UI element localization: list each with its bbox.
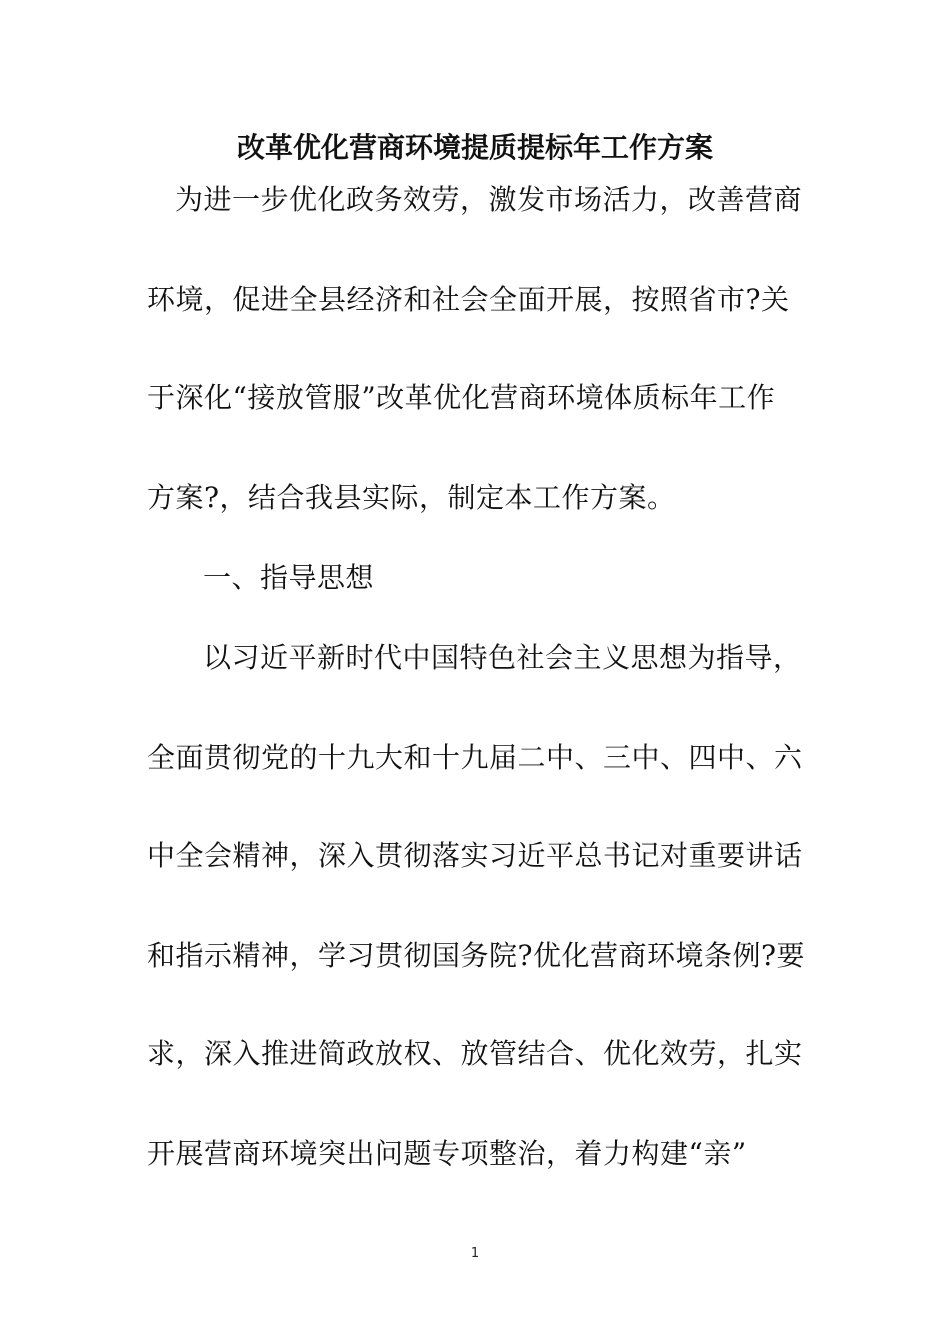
paragraph-line: 于深化“接放管服”改革优化营商环境体质标年工作 [147, 381, 776, 414]
page-number: 1 [470, 1246, 480, 1261]
paragraph-line: 环境，促进全县经济和社会全面开展，按照省市?关 [147, 283, 790, 316]
paragraph-line: 中全会精神，深入贯彻落实习近平总书记对重要讲话 [147, 839, 803, 872]
section-heading: 一、指导思想 [203, 561, 375, 594]
paragraph-line: 开展营商环境突出问题专项整治，着力构建“亲” [147, 1137, 747, 1170]
paragraph-line: 方案?，结合我县实际，制定本工作方案。 [147, 481, 676, 514]
paragraph-line: 求，深入推进简政放权、放管结合、优化效劳，扎实 [147, 1037, 803, 1070]
paragraph-line: 和指示精神，学习贯彻国务院?优化营商环境条例?要 [147, 939, 806, 972]
paragraph-line: 全面贯彻党的十九大和十九届二中、三中、四中、六 [147, 741, 803, 774]
paragraph-line: 以习近平新时代中国特色社会主义思想为指导， [203, 641, 802, 674]
document-title: 改革优化营商环境提质提标年工作方案 [236, 131, 713, 164]
paragraph-line: 为进一步优化政务效劳，激发市场活力，改善营商 [175, 183, 803, 216]
